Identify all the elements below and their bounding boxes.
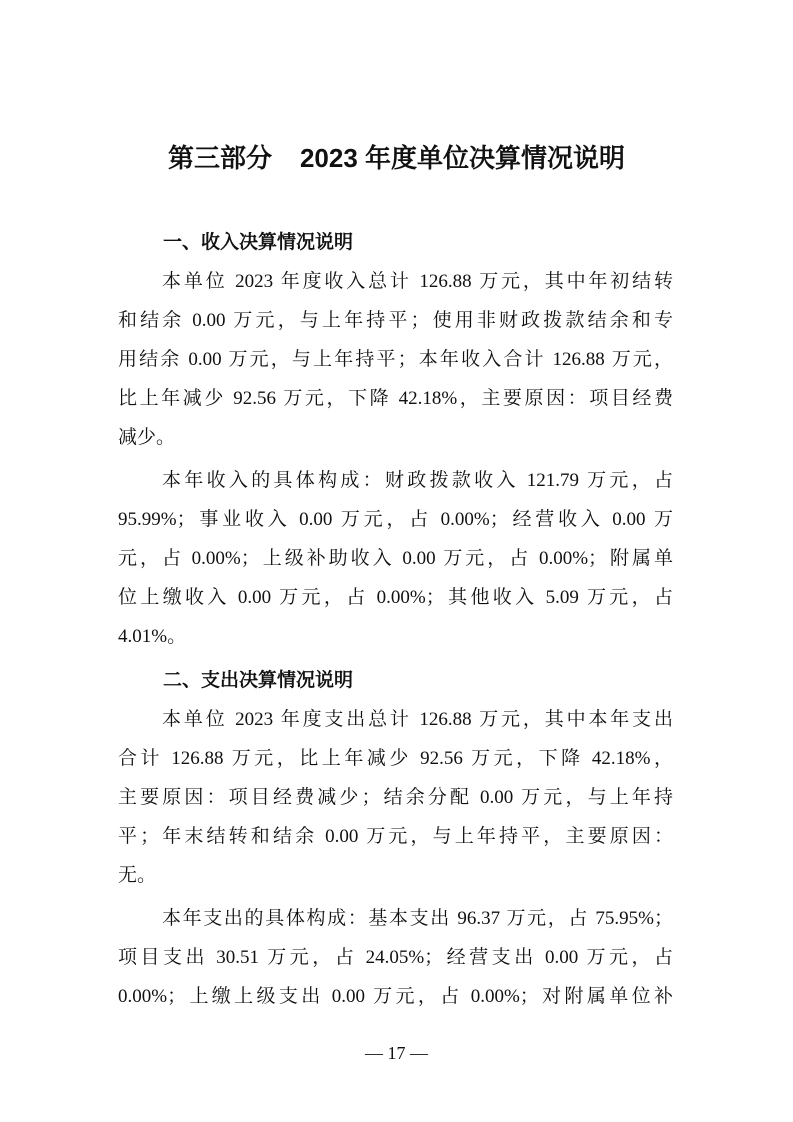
paragraph-line: 95.99%；事业收入 0.00 万元，占 0.00%；经营收入 0.00 万 [118,508,673,530]
paragraph-line: 无。 [118,864,157,886]
paragraph-income-summary [118,262,673,457]
paragraph-line: 平；年末结转和结余 0.00 万元，与上年持平，主要原因： [118,825,673,847]
title-part: 第三部分 [167,143,272,173]
paragraph-line: 本单位 2023 年度支出总计 126.88 万元，其中本年支出 [162,708,673,730]
paragraph-line: 合计 126.88 万元，比上年减少 92.56 万元，下降 42.18%， [118,747,673,769]
paragraph-line: 位上缴收入 0.00 万元，占 0.00%；其他收入 5.09 万元，占 [118,586,673,608]
page-number: — 17 — [365,1043,428,1063]
paragraph-line: 主要原因：项目经费减少；结余分配 0.00 万元，与上年持 [118,786,673,808]
paragraph-line: 和结余 0.00 万元，与上年持平；使用非财政拨款结余和专 [118,309,673,331]
paragraph-line: 0.00%；上缴上级支出 0.00 万元，占 0.00%；对附属单位补 [118,985,673,1007]
paragraph-income-composition [118,461,673,656]
title-text: 2023 年度单位决算情况说明 [299,143,626,173]
paragraph-line: 本年收入的具体构成：财政拨款收入 121.79 万元，占 [162,469,673,491]
document-body [118,224,673,1016]
paragraph-line: 比上年减少 92.56 万元，下降 42.18%，主要原因：项目经费 [118,387,673,409]
section-heading-income: 一、收入决算情况说明 [163,231,354,253]
paragraph-line: 本年支出的具体构成：基本支出 96.37 万元，占 75.95%； [162,907,673,929]
paragraph-line: 减少。 [118,426,176,448]
paragraph-expenditure-composition [118,899,673,1016]
paragraph-line: 元，占 0.00%；上级补助收入 0.00 万元，占 0.00%；附属单 [118,547,673,569]
paragraph-line: 本单位 2023 年度收入总计 126.88 万元，其中年初结转 [162,270,673,292]
paragraph-line: 项目支出 30.51 万元，占 24.05%；经营支出 0.00 万元，占 [118,946,673,968]
paragraph-line: 用结余 0.00 万元，与上年持平；本年收入合计 126.88 万元， [118,348,673,370]
page-title [0,138,793,178]
paragraph-expenditure-summary [118,700,673,895]
paragraph-line: 4.01%。 [118,625,187,647]
section-heading-expenditure: 二、支出决算情况说明 [163,669,354,691]
